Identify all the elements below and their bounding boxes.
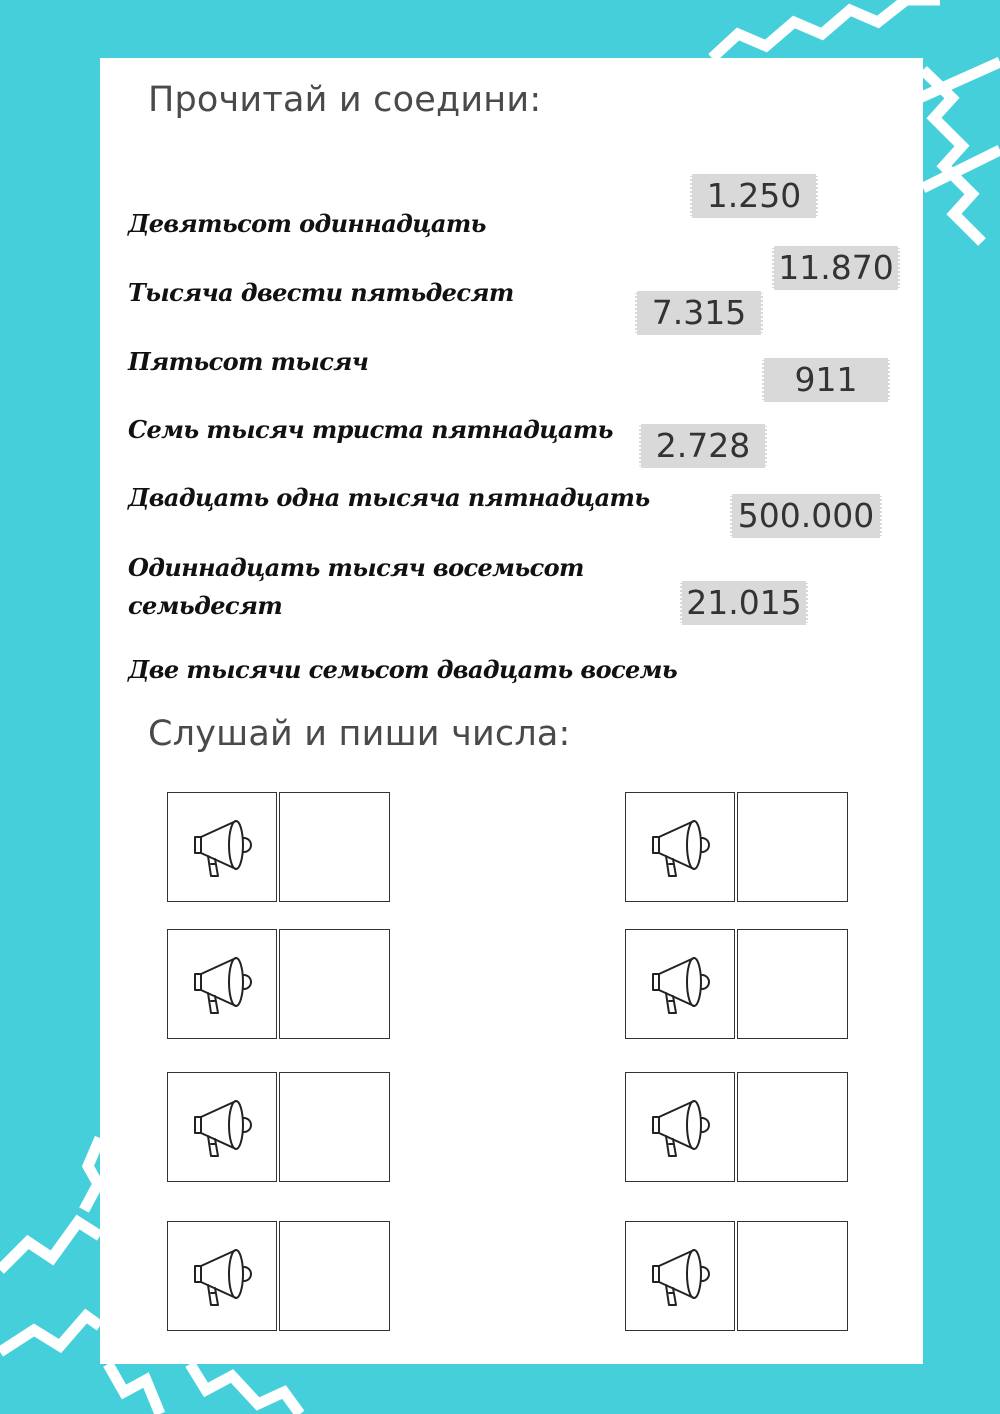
listen-section-title: Слушай и пиши числа: xyxy=(148,714,571,754)
listen-item-3 xyxy=(167,929,390,1039)
phrase-1: Девятьсот одиннадцать xyxy=(128,209,486,238)
megaphone-icon xyxy=(189,949,255,1019)
listen-item-2 xyxy=(625,792,848,902)
phrase-3: Пятьсот тысяч xyxy=(128,347,369,376)
phrase-5: Двадцать одна тысяча пятнадцать xyxy=(128,483,650,512)
play-audio-button[interactable] xyxy=(167,1072,277,1182)
megaphone-icon xyxy=(189,1241,255,1311)
play-audio-button[interactable] xyxy=(625,929,735,1039)
number-tile-911[interactable]: 911 xyxy=(762,358,890,402)
megaphone-icon xyxy=(647,1241,713,1311)
number-tile-2728[interactable]: 2.728 xyxy=(639,424,767,468)
megaphone-icon xyxy=(647,949,713,1019)
listen-item-5 xyxy=(167,1072,390,1182)
answer-input-6[interactable] xyxy=(737,1072,848,1182)
number-tile-500000[interactable]: 500.000 xyxy=(730,494,882,538)
megaphone-icon xyxy=(647,1092,713,1162)
answer-input-3[interactable] xyxy=(279,929,390,1039)
phrase-4: Семь тысяч триста пятнадцать xyxy=(128,415,613,444)
megaphone-icon xyxy=(189,1092,255,1162)
megaphone-icon xyxy=(647,812,713,882)
listen-item-4 xyxy=(625,929,848,1039)
play-audio-button[interactable] xyxy=(167,792,277,902)
listen-item-6 xyxy=(625,1072,848,1182)
worksheet-page xyxy=(100,58,923,1364)
play-audio-button[interactable] xyxy=(167,1221,277,1331)
megaphone-icon xyxy=(189,812,255,882)
answer-input-5[interactable] xyxy=(279,1072,390,1182)
number-tile-11870[interactable]: 11.870 xyxy=(772,246,900,290)
number-tile-7315[interactable]: 7.315 xyxy=(635,291,763,335)
phrase-7: Две тысячи семьсот двадцать восемь xyxy=(128,655,678,684)
answer-input-8[interactable] xyxy=(737,1221,848,1331)
answer-input-7[interactable] xyxy=(279,1221,390,1331)
play-audio-button[interactable] xyxy=(625,792,735,902)
answer-input-2[interactable] xyxy=(737,792,848,902)
answer-input-1[interactable] xyxy=(279,792,390,902)
phrase-2: Тысяча двести пятьдесят xyxy=(128,278,514,307)
play-audio-button[interactable] xyxy=(167,929,277,1039)
answer-input-4[interactable] xyxy=(737,929,848,1039)
play-audio-button[interactable] xyxy=(625,1221,735,1331)
listen-item-8 xyxy=(625,1221,848,1331)
listen-item-1 xyxy=(167,792,390,902)
number-tile-1250[interactable]: 1.250 xyxy=(690,174,818,218)
listen-item-7 xyxy=(167,1221,390,1331)
match-section-title: Прочитай и соедини: xyxy=(148,80,542,120)
number-tile-21015[interactable]: 21.015 xyxy=(680,581,808,625)
play-audio-button[interactable] xyxy=(625,1072,735,1182)
phrase-6: Одиннадцать тысяч восемьсот семьдесят xyxy=(128,553,584,620)
